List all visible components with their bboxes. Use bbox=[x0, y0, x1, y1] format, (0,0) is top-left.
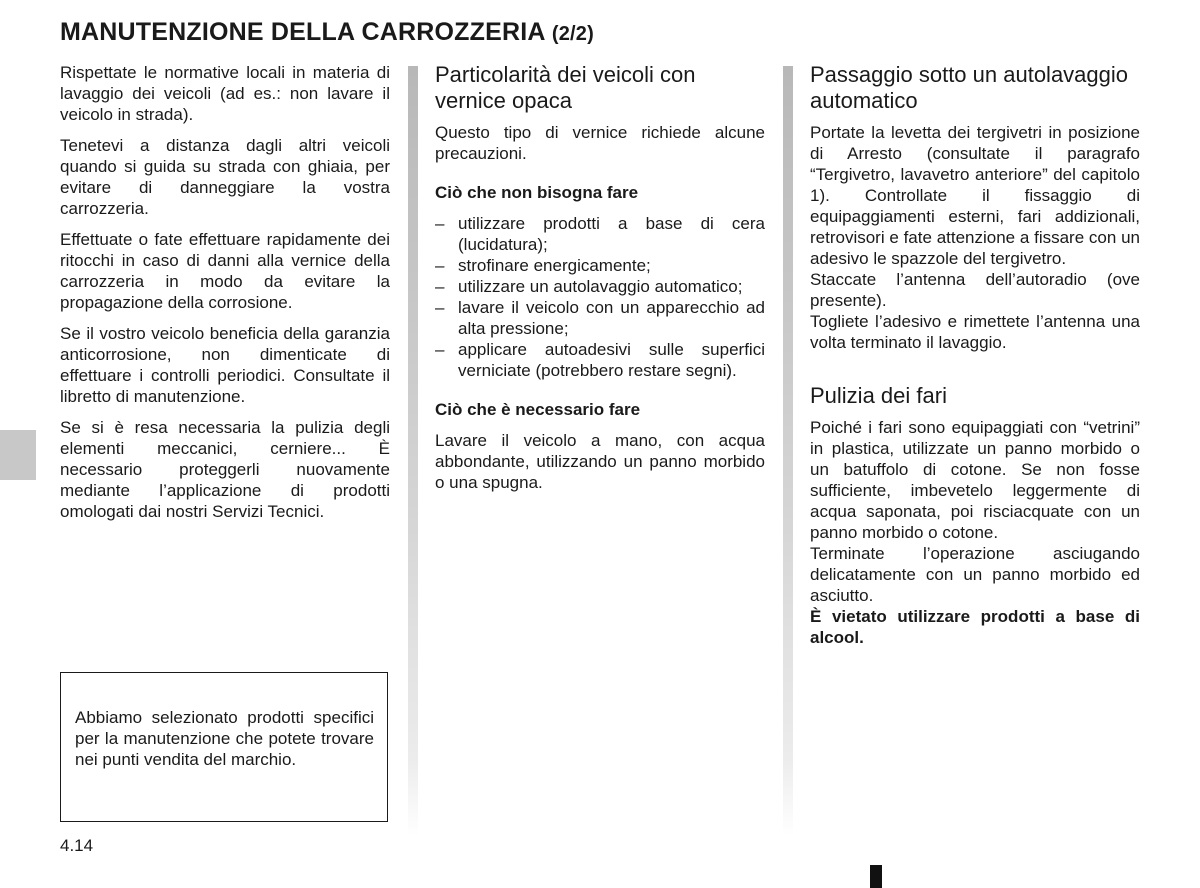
body-paragraph: Tenetevi a distanza dagli altri veicoli quando si guida su strada con ghiaia, per evitare di danneggiare la vostra carrozzeria. bbox=[60, 136, 390, 218]
page-title bbox=[60, 18, 594, 47]
body-paragraph: Effettuate o fate effettuare rapidamente dei ritocchi in caso di danni alla vernice della carrozzeria in modo da evitare la propagazione della corrosione. bbox=[60, 230, 390, 312]
list-item bbox=[435, 339, 765, 381]
column-divider bbox=[783, 66, 793, 836]
spacer bbox=[810, 373, 1140, 383]
dash-bullet: – bbox=[435, 256, 445, 275]
column-divider bbox=[408, 66, 418, 836]
dont-list bbox=[435, 213, 765, 381]
dash-bullet: – bbox=[435, 340, 445, 359]
left-column bbox=[60, 62, 390, 532]
body-paragraph: Terminate l’operazione asciugando delicatamente con un panno morbido ed asciutto. bbox=[810, 544, 1140, 605]
body-paragraph: Portate la levetta dei tergivetri in posizione di Arresto (consultate il paragrafo “Tergivetro, lavavetro anteriore” del capitolo 1). Controllate il fissaggio di equipaggiamenti esterni, fari addizionali, retrovisori e fate attenzione a fissare con un adesivo le spazzole del tergivetro. bbox=[810, 123, 1140, 268]
body-paragraph: Togliete l’adesivo e rimettete l’antenna una volta terminato il lavaggio. bbox=[810, 312, 1140, 352]
list-item-text: utilizzare prodotti a base di cera (lucidatura); bbox=[458, 214, 765, 254]
section-intro: Questo tipo di vernice richiede alcune precauzioni. bbox=[435, 123, 765, 163]
section-heading-matte-paint: Particolarità dei veicoli con vernice opaca bbox=[435, 62, 696, 113]
list-item bbox=[435, 276, 765, 297]
body-paragraph: Se si è resa necessaria la pulizia degli elementi meccanici, cerniere... È necessario proteggerli nuovamente mediante l’applicazione di prodotti omologati dai nostri Servizi Tecnici. bbox=[60, 418, 390, 521]
list-item-text: utilizzare un autolavaggio automatico; bbox=[458, 277, 743, 296]
body-paragraph: Rispettate le normative locali in materia di lavaggio dei veicoli (ad es.: non lavare il veicolo in strada). bbox=[60, 63, 390, 124]
warning-text: È vietato utilizzare prodotti a base di alcool. bbox=[810, 607, 1140, 647]
page-number: 4.14 bbox=[60, 836, 94, 855]
list-item bbox=[435, 255, 765, 276]
dont-heading: Ciò che non bisogna fare bbox=[435, 183, 639, 202]
list-item-text: applicare autoadesivi sulle superfici verniciate (potrebbero restare segni). bbox=[458, 340, 765, 380]
car-wash-text bbox=[810, 122, 1140, 353]
section-heading-headlights: Pulizia dei fari bbox=[810, 383, 947, 408]
do-text: Lavare il veicolo a mano, con acqua abbondante, utilizzando un panno morbido o una spugna. bbox=[435, 431, 765, 492]
body-paragraph: Poiché i fari sono equipaggiati con “vetrini” in plastica, utilizzate un panno morbido o un batuffolo di cotone. Se non fosse sufficiente, imbevetelo leggermente di acqua saponata, poi risciacquate con un panno morbido o cotone. bbox=[810, 418, 1140, 542]
print-mark bbox=[870, 865, 882, 888]
body-paragraph: Staccate l’antenna dell’autoradio (ove presente). bbox=[810, 270, 1140, 310]
list-item-text: strofinare energicamente; bbox=[458, 256, 651, 275]
right-column bbox=[810, 62, 1140, 658]
page-title-text: MANUTENZIONE DELLA CARROZZERIA bbox=[60, 18, 545, 46]
note-text: Abbiamo selezionato prodotti specifici per la manutenzione che potete trovare nei punti vendita del marchio. bbox=[75, 708, 374, 769]
dash-bullet: – bbox=[435, 214, 445, 233]
list-item bbox=[435, 297, 765, 339]
note-box bbox=[60, 672, 388, 822]
list-item bbox=[435, 213, 765, 255]
list-item-text: lavare il veicolo con un apparecchio ad alta pressione; bbox=[458, 298, 765, 338]
middle-column bbox=[435, 62, 765, 503]
body-paragraph: Se il vostro veicolo beneficia della garanzia anticorrosione, non dimenticate di effettuare i controlli periodici. Consultate il libretto di manutenzione. bbox=[60, 324, 390, 406]
page-title-part: (2/2) bbox=[551, 23, 594, 45]
dash-bullet: – bbox=[435, 298, 445, 317]
section-heading-car-wash: Passaggio sotto un autolavaggio automatico bbox=[810, 62, 1129, 113]
dash-bullet: – bbox=[435, 277, 445, 296]
headlights-text bbox=[810, 417, 1140, 606]
chapter-tab-marker bbox=[0, 430, 36, 480]
do-heading: Ciò che è necessario fare bbox=[435, 400, 641, 419]
